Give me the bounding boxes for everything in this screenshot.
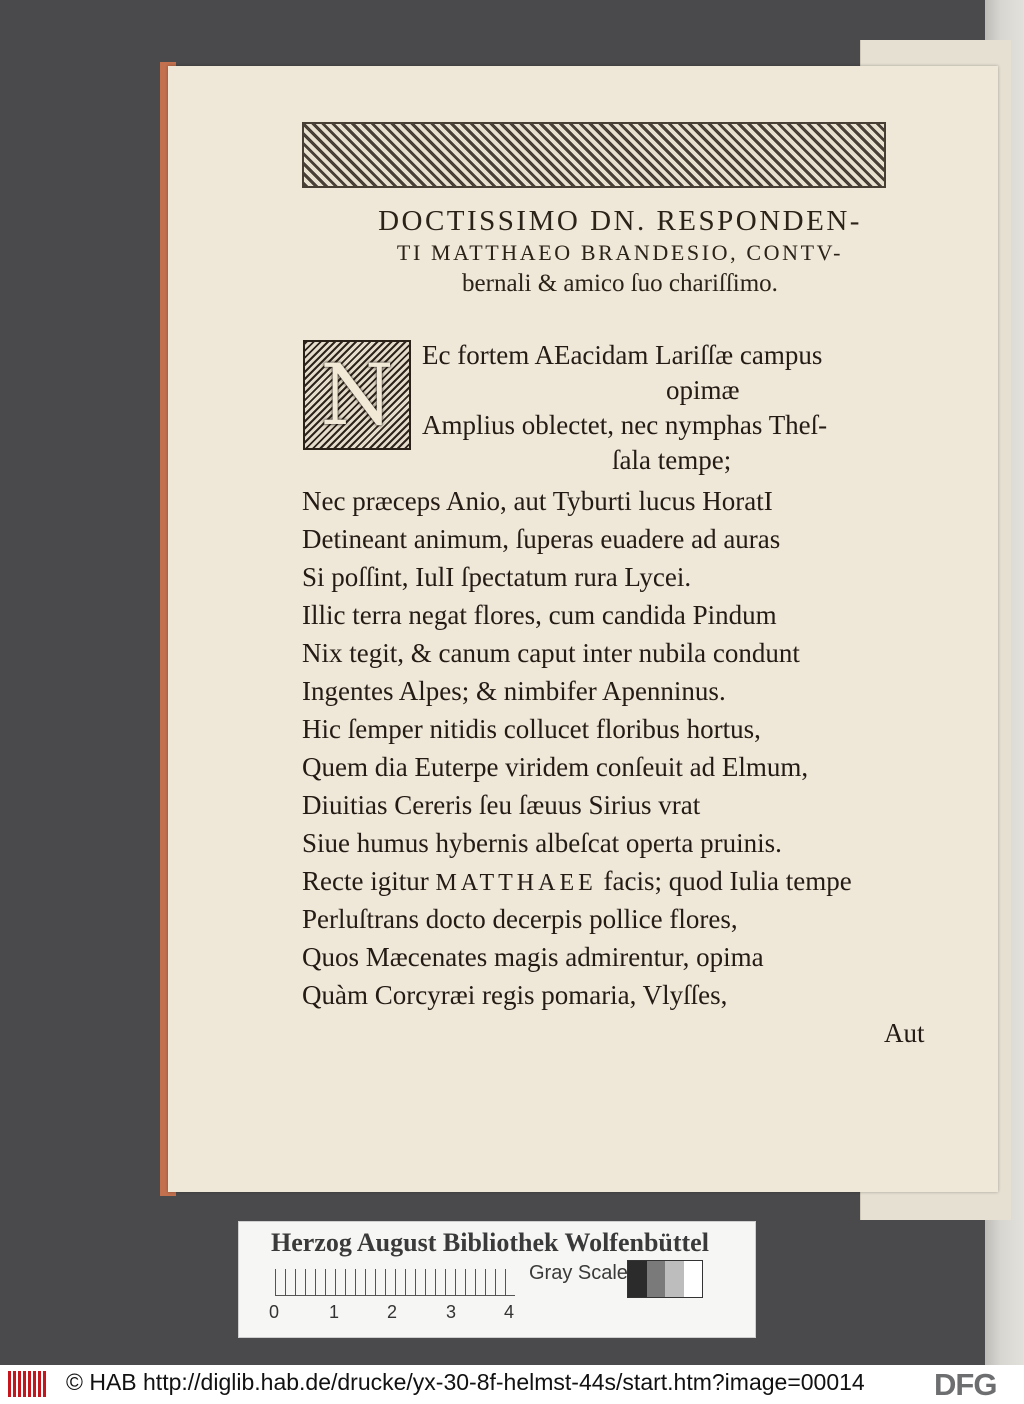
library-name: Herzog August Bibliothek Wolfenbüttel [271,1228,709,1257]
initial-letter: N [320,346,394,444]
color-reference-card [238,1221,756,1338]
poem-line: ſala tempe; [612,445,732,475]
ornamental-headpiece [302,122,886,188]
dfg-logo: DFG [934,1367,997,1402]
ruler-number: 4 [504,1302,515,1322]
swatch-white [684,1261,703,1297]
ruler-number: 2 [387,1302,398,1322]
poem-line: Nec præceps Anio, aut Tyburti lucus HoratI [302,486,773,516]
gray-scale-label: Gray Scale [529,1262,628,1284]
poem-line-recte [302,866,852,897]
swatch-dark-gray [647,1261,666,1297]
poem-line: Perluſtrans docto decerpis pollice flores, [302,904,738,934]
dedication-heading [300,206,940,299]
decorated-initial [303,340,411,450]
poem-line: Diuitias Cereris ſeu ſæuus Sirius vrat [302,790,701,820]
footer-bar [0,1365,1024,1404]
poem-line: Nix tegit, & canum caput inter nubila condunt [302,638,800,668]
ruler-number: 1 [329,1302,340,1322]
hab-logo-icon [8,1371,48,1397]
ruler-scale [275,1269,515,1296]
poem-line: Si poſſint, IulI ſpectatum rura Lycei. [302,562,692,592]
poem-line: Hic ſemper nitidis collucet floribus hortus, [302,714,761,744]
heading-line-1: DOCTISSIMO DN. RESPONDEN- [378,205,862,237]
heading-line-2: TI MATTHAEO BRANDESIO, CONTV- [396,240,844,265]
swatch-light-gray [665,1261,684,1297]
poem-line: Ingentes Alpes; & nimbifer Apenninus. [302,676,726,706]
catchword: Aut [884,1018,925,1048]
recte-name: MATTHAEE [435,870,597,896]
recte-before: Recte igitur [302,866,436,896]
heading-line-3: bernali & amico ſuo chariſſimo. [462,270,778,297]
poem-line: Quàm Corcyræi regis pomaria, Vlyſſes, [302,980,728,1010]
poem-line: Amplius oblectet, nec nymphas Theſ- [422,410,828,440]
gray-scale-swatch [627,1260,703,1298]
poem-line: opimæ [666,375,740,405]
poem-line: Illic terra negat flores, cum candida Pindum [302,600,777,630]
poem-line: Siue humus hybernis albeſcat operta pruinis. [302,828,782,858]
ruler-number: 3 [446,1302,457,1322]
recte-after: facis; quod Iulia tempe [596,866,852,896]
poem-line: Ec fortem AEacidam Lariſſæ campus [422,340,823,370]
ruler-number: 0 [269,1302,280,1322]
poem-line: Detineant animum, ſuperas euadere ad auras [302,524,781,554]
poem-line: Quos Mæcenates magis admirentur, opima [302,942,764,972]
poem-line: Quem dia Euterpe viridem conſeuit ad Elmum, [302,752,809,782]
source-url[interactable]: © HAB http://diglib.hab.de/drucke/yx-30-8f-helmst-44s/start.htm?image=00014 [66,1369,865,1395]
swatch-black [628,1261,647,1297]
